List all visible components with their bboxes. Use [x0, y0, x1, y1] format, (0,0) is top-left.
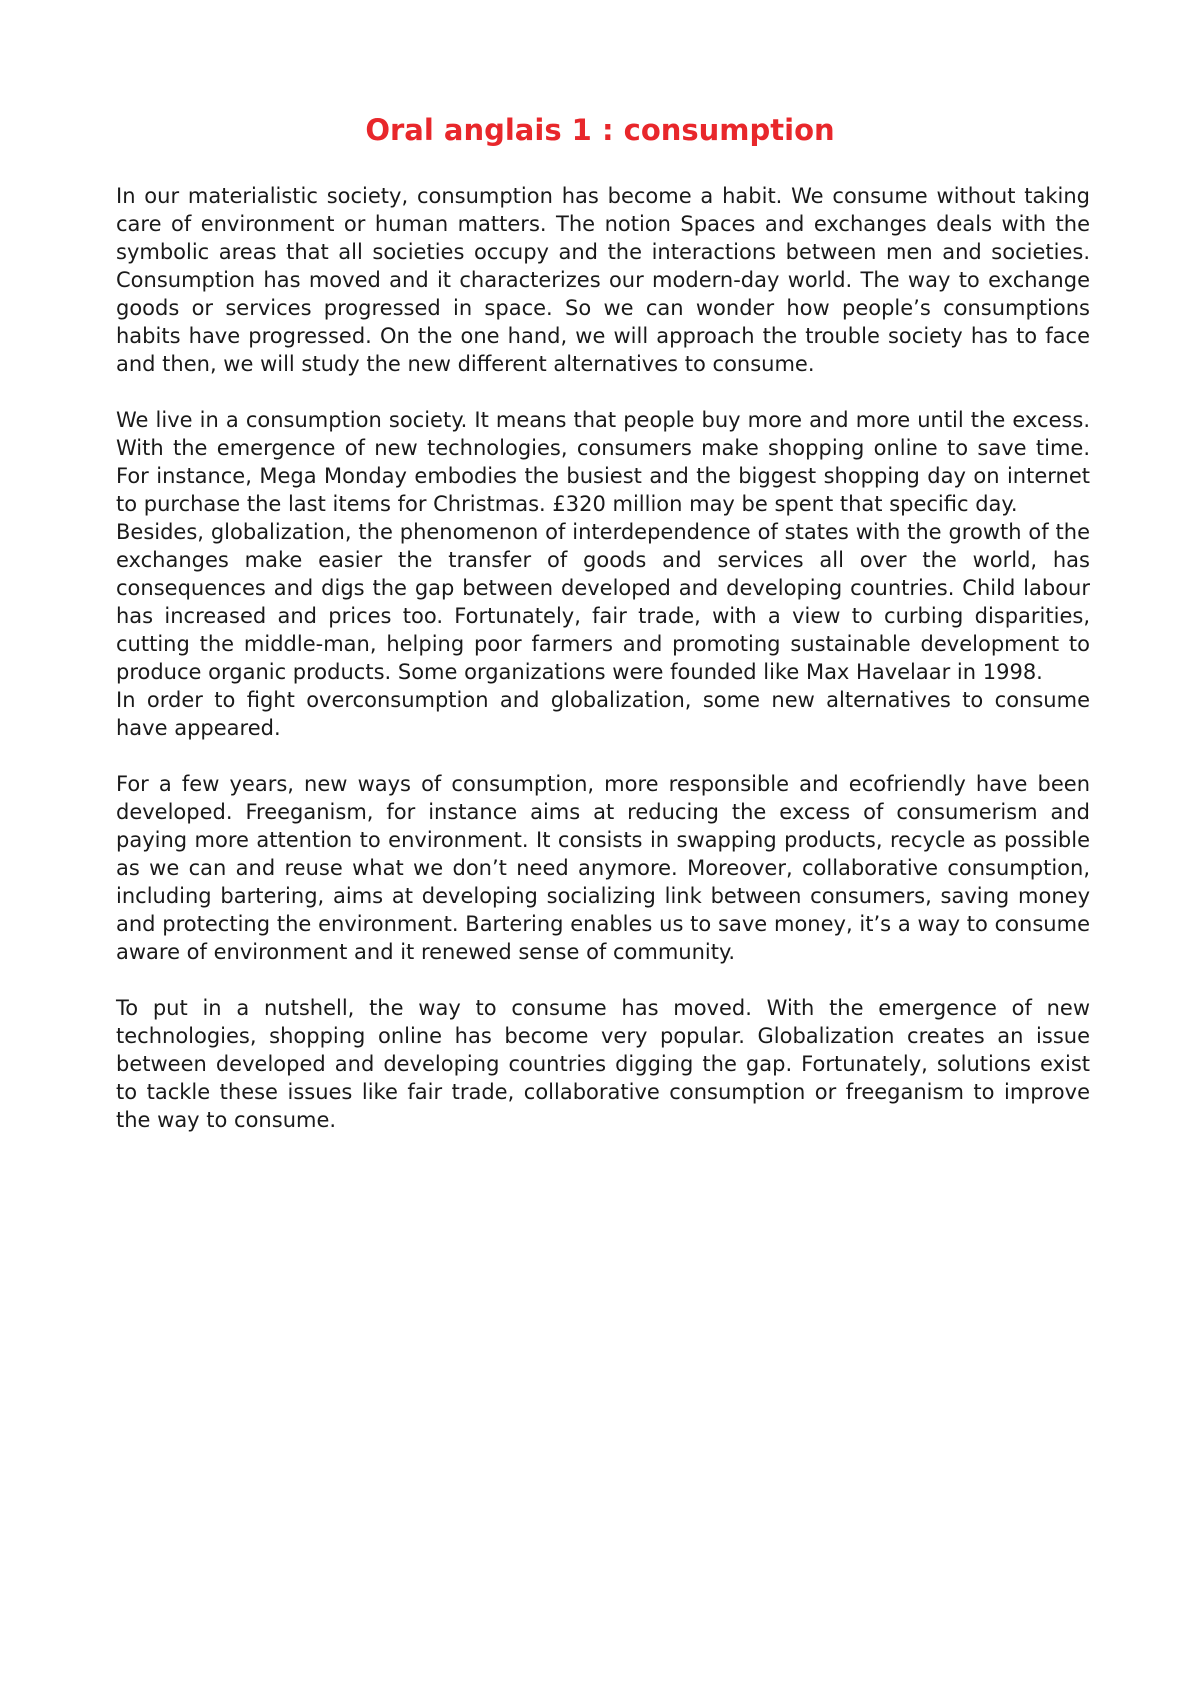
- paragraph-transition: In order to fight overconsumption and globalization, some new alternatives to consume have appeared.: [116, 688, 1090, 740]
- paragraph-alternatives: For a few years, new ways of consumption, more responsible and ecofriendly have been developed. Freeganism, for instance aims at reducing the excess of consumerism and paying more attention to environment. It consists in swapping products, recycle as possible as we can and reuse what we don’t need anymore. Moreover, collaborative consumption, including bartering, aims at developing socializing link between consumers, saving money and protecting the environment. Bartering enables us to save money, it’s a way to consume aware of environment and it renewed sense of community.: [116, 772, 1090, 964]
- paragraph-conclusion: To put in a nutshell, the way to consume has moved. With the emergence of new technologies, shopping online has become very popular. Globalization creates an issue between developed and developing countries digging the gap. Fortunately, solutions exist to tackle these issues like fair trade, collaborative consumption or freeganism to improve the way to consume.: [116, 996, 1090, 1132]
- document-body: [116, 182, 1090, 1134]
- paragraph-spacer: [116, 966, 1090, 994]
- paragraph-globalization: Besides, globalization, the phenomenon of interdependence of states with the growth of the exchanges make easier the transfer of goods and services all over the world, has consequences and digs the gap between developed and developing countries. Child labour has increased and prices too. Fortunately, fair trade, with a view to curbing disparities, cutting the middle-man, helping poor farmers and promoting sustainable development to produce organic products. Some organizations were founded like Max Havelaar in 1998.: [116, 520, 1090, 684]
- page-title: Oral anglais 1 : consumption: [365, 113, 835, 147]
- paragraph-consumption-society: We live in a consumption society. It means that people buy more and more until the excess. With the emergence of new technologies, consumers make shopping online to save time. For instance, Mega Monday embodies the busiest and the biggest shopping day on internet to purchase the last items for Christmas. £320 million may be spent that specific day.: [116, 408, 1090, 516]
- paragraph-spacer: [116, 742, 1090, 770]
- paragraph-spacer: [116, 378, 1090, 406]
- paragraph-introduction: In our materialistic society, consumption has become a habit. We consume without taking care of environment or human matters. The notion Spaces and exchanges deals with the symbolic areas that all societies occupy and the interactions between men and societies. Consumption has moved and it characterizes our modern-day world. The way to exchange goods or services progressed in space. So we can wonder how people’s consumptions habits have progressed. On the one hand, we will approach the trouble society has to face and then, we will study the new different alternatives to consume.: [116, 184, 1090, 376]
